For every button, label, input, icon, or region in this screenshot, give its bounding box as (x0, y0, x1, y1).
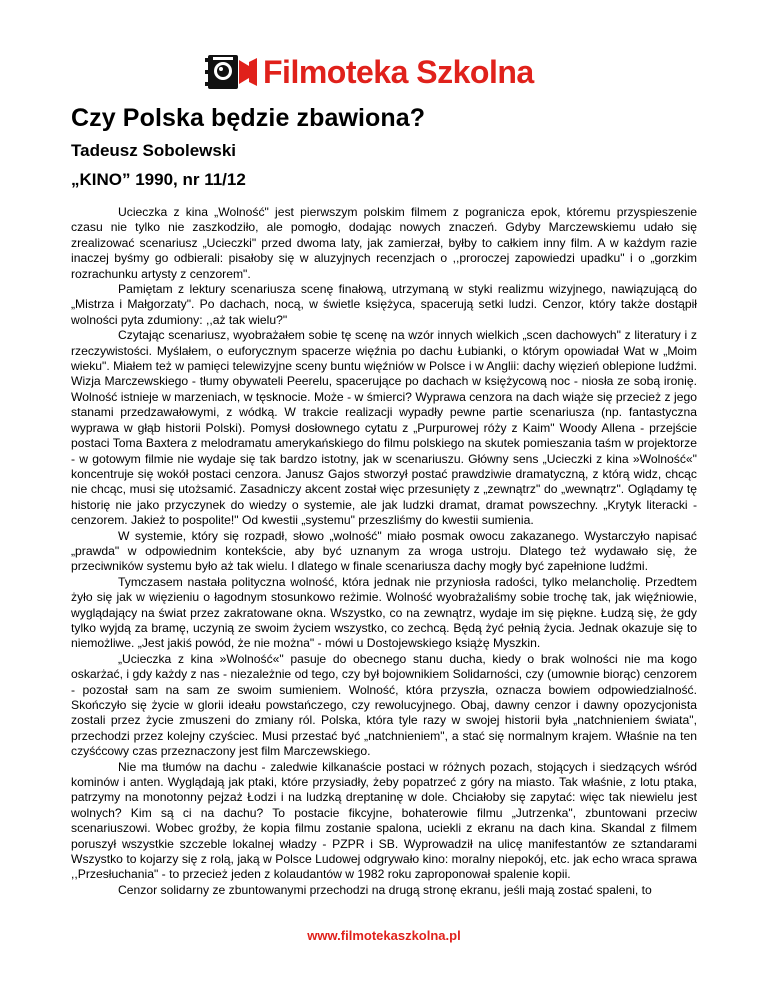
article-body (71, 205, 697, 898)
brand-name: Filmoteka Szkolna (263, 54, 534, 90)
paragraph: Tymczasem nastała polityczna wolność, która jednak nie przyniosła radości, tylko melancholię. Przedtem żyło się jak w więzieniu o łagodnym stosunkowo reżimie. Wolność wyobrażaliśmy sobie trochę tak, jak więźniowie, wyglądający na świat przez zakratowane okna. Wszystko, co na zewnątrz, wydaje im się piękne. Łudzą się, że gdy tylko wyjdą za bramę, uczynią ze swoim życiem wszystko, co zechcą. Będą żyć pełnią życia. Jednak okazuje się to niemożliwe. „Jest jakiś powód, że nie można" - mówi u Dostojewskiego książę Myszkin. (71, 574, 697, 651)
article-source: „KINO” 1990, nr 11/12 (71, 170, 246, 189)
paragraph: W systemie, który się rozpadł, słowo „wolność" miało posmak owocu zakazanego. Wystarczyło napisać „prawda" w odpowiednim kontekście, aby być uznanym za wroga ustroju. Dlatego też wydawało się, że przeciwników systemu było aż tak wielu. I dlatego w finale scenariusza dachy mogły być zapełnione ludźmi. (71, 528, 697, 574)
paragraph: Nie ma tłumów na dachu - zaledwie kilkanaście postaci w różnych pozach, stojących i siedzących wśród kominów i anten. Wyglądają jak ptaki, które przysiadły, żeby popatrzeć z góry na miasto. Tak właśnie, z lotu ptaka, patrzymy na monotonny pejzaż Łodzi i na ludzką dreptaninę w dole. Chciałoby się zapytać: więc tak niewielu jest wolnych? Kim są ci na dachu? To postacie fikcyjne, bohaterowie filmu „Jutrzenka", zbuntowani przeciw scenariuszowi. Wobec groźby, że kopia filmu zostanie spalona, uciekli z ekranu na dach kina. Skandal z filmem poruszył wszystkie szczeble lokalnej władzy - PZPR i SB. Wyprowadził na ulicę manifestantów ze sztandarami Wszystko to kojarzy się z rolą, jaką w Polsce Ludowej odgrywało kino: moralny niepokój, etc. jak echo wraca sprawa ,,Przesłuchania" - to przecież jeden z kolaudantów w 1982 roku zaproponował spalenie kopii. (71, 759, 697, 882)
film-camera-mascot-icon (205, 52, 261, 92)
brand-logo[interactable] (205, 52, 534, 92)
paragraph: Czytając scenariusz, wyobrażałem sobie tę scenę na wzór innych wielkich „scen dachowych" z literatury i z rzeczywistości. Myślałem, o euforycznym spacerze więźnia po dachu Łubianki, o którym opowiadał Wat w „Moim wieku". Miałem też w pamięci telewizyjne sceny buntu więźniów w Polsce i w Anglii: dachy więzień oblepione ludźmi. Wizja Marczewskiego - tłumy obywateli Peerelu, spacerujące po dachach w księżycową noc - niosła ze sobą ironię. Wolność istnieje w marzeniach, w tęsknocie. Może - w śmierci? Wyprawa cenzora na dach wiąże się przecież z jego stanami przedzawałowymi, z wódką. W trakcie realizacji wypadły pewne partie scenariusza (np. fantastyczna wyprawa w głąb historii Polski). Pomysł dosłownego cytatu z „Purpurowej róży z Kaim" Woody Allena - przejście postaci Toma Baxtera z melodramatu amerykańskiego do filmu polskiego na skutek pomieszania taśm w projektorze - w gotowym filmie nie wydaje się tak bardzo istotny, jak w scenariuszu. Główny sens „Ucieczki z kina »Wolność«" koncentruje się wokół postaci cenzora. Janusz Gajos stworzył postać prawdziwie dramatyczną, z którą widz, chcąc nie chcąc, musi się utożsamić. Zasadniczy akcent został więc przesunięty z „zewnątrz" do „wewnątrz". Oglądamy tę historię nie jako przyczynek do wiedzy o systemie, ale jak ludzki dramat, dramat powszechny. „Krytyk literacki - cenzorem. Jakież to pospolite!" Od kwestii „systemu" przeszliśmy do kwestii sumienia. (71, 328, 697, 528)
paragraph: Pamiętam z lektury scenariusza scenę finałową, utrzymaną w styki realizmu wizyjnego, nawiązującą do „Mistrza i Małgorzaty". Po dachach, nocą, w świetle księżyca, spacerują setki ludzi. Cenzor, który także dostąpił wolności pyta zdumiony: ,,aż tak wielu?" (71, 282, 697, 327)
paragraph: Ucieczka z kina „Wolność" jest pierwszym polskim filmem z pogranicza epok, któremu przyspieszenie czasu nie tylko nie zaszkodziło, ale pomogło, dodając nowych znaczeń. Gdyby Marczewskiemu udało się zrealizować scenariusz „Ucieczki" przed dwoma laty, jak zamierzał, byłby to całkiem inny film. A w każdym razie inaczej byśmy go odbierali: pisałoby się w aluzyjnych recenzjach o ,,proroczej zapowiedzi upadku" i o „gorzkim rozrachunku artysty z cenzorem". (71, 205, 697, 281)
article-title: Czy Polska będzie zbawiona? (71, 104, 426, 132)
paragraph: Cenzor solidarny ze zbuntowanymi przechodzi na drugą stronę ekranu, jeśli mają zostać spaleni, to (118, 882, 652, 897)
article-author: Tadeusz Sobolewski (71, 141, 237, 160)
paragraph: „Ucieczka z kina »Wolność«" pasuje do obecnego stanu ducha, kiedy o brak wolności nie ma kogo oskarżać, i gdy każdy z nas - niezależnie od tego, czy był bojownikiem Solidarności, czy (umownie biorąc) cenzorem - pozostał sam na sam ze swoim sumieniem. Wolność, która przyszła, oznacza bowiem odpowiedzialność. Skończyło się życie w glorii ideału powstańczego, czy rewolucyjnego. Obaj, dawny cenzor i dawny opozycjonista zostali przez życie zmuszeni do zmiany ról. Polska, która tyle razy w swojej historii była „natchnieniem świata", przechodzi przez kolejny czyściec. Musi przestać być „natchnieniem", a stać się normalnym krajem. Właśnie na ten czyśćcowy czas przeznaczony jest film Marczewskiego. (71, 651, 697, 759)
footer-url[interactable]: www.filmotekaszkolna.pl (307, 928, 461, 943)
